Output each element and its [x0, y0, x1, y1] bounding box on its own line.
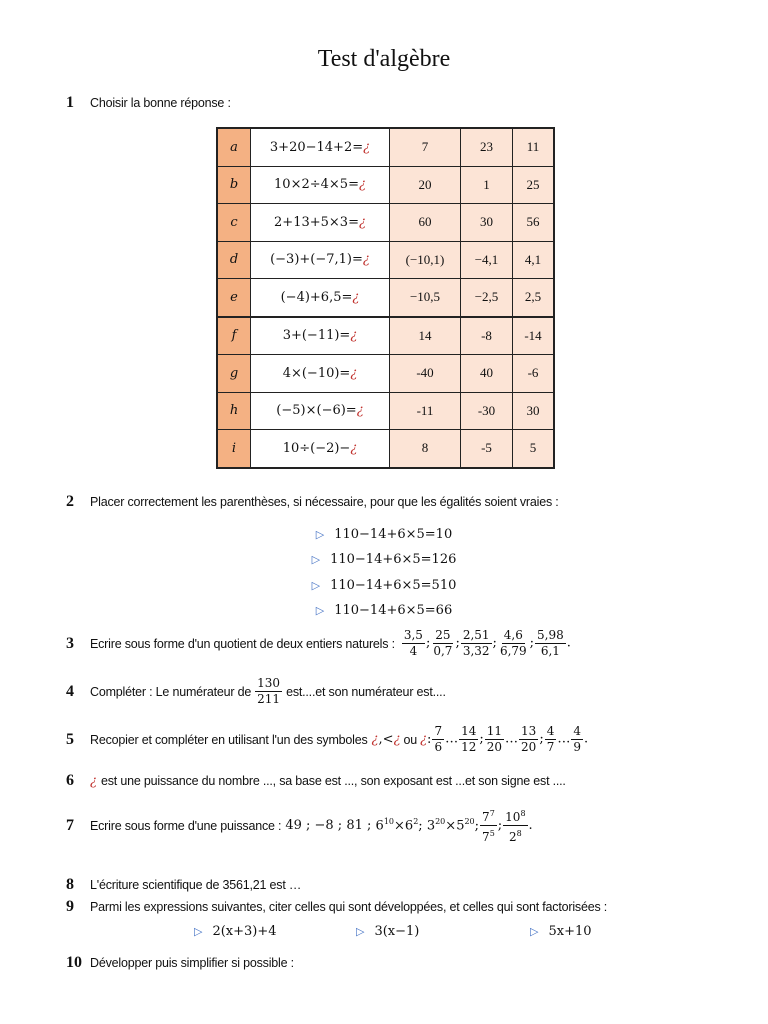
number-list: 49 ; −8 ; 81 ;	[285, 818, 372, 833]
triangle-bullet-icon: ▷	[530, 925, 539, 938]
power-product: $3^{20}\times 5^{20}$;	[426, 817, 480, 834]
triangle-bullet-icon: ▷	[194, 925, 203, 938]
placeholder-symbol: ¿	[350, 440, 358, 456]
answer-option: 7	[390, 128, 461, 166]
answer-option: -30	[461, 392, 513, 430]
answer-option: 25	[513, 166, 555, 204]
answer-option: 8	[390, 430, 461, 468]
question-number: 6	[66, 772, 74, 789]
question-number: 4	[66, 682, 74, 700]
expression-cell: 2+13+5×3=¿	[251, 204, 390, 242]
expression-cell: (−4)+6,5=¿	[251, 279, 390, 317]
placeholder-symbol: ¿	[362, 252, 370, 268]
answer-option: −4,1	[461, 241, 513, 279]
question-text: Ecrire sous forme d'une puissance :	[90, 818, 282, 833]
expression-item: ▷ 2(x+3)+4	[194, 924, 277, 939]
equation-item: ▷ 110−14+6×5=10	[315, 527, 453, 542]
placeholder-symbol: ¿	[350, 328, 358, 344]
answer-option: 30	[461, 204, 513, 242]
question-text: Choisir la bonne réponse :	[90, 96, 231, 110]
question-10	[66, 954, 294, 972]
table-row	[217, 317, 554, 355]
page-title: Test d'algèbre	[317, 46, 451, 72]
table-row	[217, 430, 554, 468]
row-label: b	[217, 166, 251, 204]
question-number: 9	[66, 898, 74, 915]
question-text: Recopier et compléter en utilisant l'un des symboles	[90, 732, 368, 747]
question-4	[66, 676, 446, 707]
fraction: $\frac{11}{20}$	[486, 724, 503, 754]
question-text: Développer puis simplifier si possible :	[90, 956, 294, 970]
equation-item: ▷ 110−14+6×5=126	[311, 552, 457, 567]
row-label: e	[217, 279, 251, 317]
answer-option: −10,5	[390, 279, 461, 317]
triangle-bullet-icon: ▷	[311, 579, 321, 592]
answer-option: (−10,1)	[390, 241, 461, 279]
triangle-bullet-icon: ▷	[315, 604, 325, 617]
expression-cell: 4×(−10)=¿	[251, 355, 390, 393]
fraction: $\frac{4}{7}$	[546, 724, 555, 754]
placeholder-symbol: ¿	[358, 214, 366, 230]
table-row	[217, 279, 554, 317]
question-number: 8	[66, 876, 74, 893]
row-label: g	[217, 355, 251, 393]
question-text-a: Compléter : Le numérateur de	[90, 684, 252, 699]
answer-option: 14	[390, 317, 461, 355]
question-9	[66, 898, 607, 916]
question-8	[66, 876, 301, 894]
equation-item: ▷ 110−14+6×5=66	[315, 603, 453, 618]
row-label: d	[217, 241, 251, 279]
answer-option: 5	[513, 430, 555, 468]
expression-cell: (−3)+(−7,1)=¿	[251, 241, 390, 279]
answer-option: 2,5	[513, 279, 555, 317]
fraction: $\frac{4}{9}$	[573, 724, 581, 754]
placeholder-symbol: ¿	[393, 732, 401, 747]
expression-item: ▷ 5x+10	[530, 924, 592, 939]
fraction: $\frac{5,98}{6,1}$	[537, 628, 564, 658]
question-number: 3	[66, 634, 74, 652]
expression-cell: 3+(−11)=¿	[251, 317, 390, 355]
placeholder-symbol: ¿	[90, 774, 97, 789]
answer-option: -40	[390, 355, 461, 393]
question-5: 5 Recopier et compléter en utilisant l'un des symboles ¿ ,< ¿ ou ¿ : $\frac{7}{6}$ … $\frac{14}{12}$ ; $\frac{11}{20}$ … $\frac{13}{20}$ ; $\frac{4}{7}$ … $\frac{4}{9}$ .	[66, 724, 589, 754]
table-row	[217, 355, 554, 393]
power-product: $6^{10}\times 6^2$;	[375, 817, 423, 834]
question-number: 2	[66, 493, 74, 510]
answer-option: 4,1	[513, 241, 555, 279]
question-text: Ecrire sous forme d'un quotient de deux entiers naturels :	[90, 636, 395, 651]
comparison-list: $\frac{7}{6}$ … $\frac{14}{12}$ ; $\frac{11}{20}$ … $\frac{13}{20}$ ; $\frac{4}{7}$ … $\frac{4}{9}$ .	[434, 724, 589, 754]
equation-item: ▷ 110−14+6×5=510	[311, 578, 457, 593]
placeholder-symbol: ¿	[352, 289, 360, 305]
answer-option: −2,5	[461, 279, 513, 317]
fraction-list: $\frac{3,5}{4}$ ; $\frac{25}{0,7}$ ; $\frac{2,51}{3,32}$ ; $\frac{4,6}{6,79}$ ; $\frac{5,98}{6,1}$ .	[403, 628, 571, 658]
triangle-bullet-icon: ▷	[356, 925, 365, 938]
placeholder-symbol: ¿	[358, 177, 366, 193]
choice-table	[216, 127, 555, 469]
question-3	[66, 628, 571, 659]
fraction: $\frac{14}{12}$	[461, 724, 477, 754]
row-label: h	[217, 392, 251, 430]
fraction: $\frac{3,5}{4}$	[403, 628, 423, 658]
question-text: est une puissance du nombre ..., sa base est ..., son exposant est ...et son signe est ....	[100, 774, 566, 788]
answer-option: 23	[461, 128, 513, 166]
answer-option: 60	[390, 204, 461, 242]
answer-option: 56	[513, 204, 555, 242]
row-label: i	[217, 430, 251, 468]
question-6	[66, 772, 566, 790]
question-2	[66, 493, 559, 511]
table-row	[217, 392, 554, 430]
placeholder-symbol: ¿	[356, 403, 364, 419]
triangle-bullet-icon: ▷	[311, 553, 321, 566]
placeholder-symbol: ¿	[363, 139, 371, 155]
answer-option: -14	[513, 317, 555, 355]
row-label: c	[217, 204, 251, 242]
answer-option: 40	[461, 355, 513, 393]
answer-option: 11	[513, 128, 555, 166]
placeholder-symbol: ¿	[371, 732, 379, 747]
fraction: $\frac{4,6}{6,79}$	[499, 628, 527, 658]
answer-option: 30	[513, 392, 555, 430]
row-label: a	[217, 128, 251, 166]
symbol-less: ,<	[378, 732, 394, 747]
row-label: f	[217, 317, 251, 355]
table-row	[217, 241, 554, 279]
expression-item: ▷ 3(x−1)	[356, 924, 420, 939]
question-number: 7	[66, 816, 74, 834]
fraction: $\frac{7}{6}$	[434, 724, 443, 754]
expression-cell: 10×2÷4×5=¿	[251, 166, 390, 204]
or-text: ou	[403, 732, 418, 747]
question-text-b: est....et son numérateur est....	[286, 684, 446, 699]
triangle-bullet-icon: ▷	[315, 528, 325, 541]
answer-option: -11	[390, 392, 461, 430]
table-row	[217, 128, 554, 166]
expression-cell: (−5)×(−6)=¿	[251, 392, 390, 430]
fraction: $\frac{130}{211}$	[257, 676, 281, 706]
question-7: 7 Ecrire sous forme d'une puissance : 49 ; −8 ; 81 ; $6^{10}\times 6^2$; $3^{20}\times 5^{20}$; $\frac{7^7}{7^5}$ ; $\frac{10^8}{2^8}$ .	[66, 806, 533, 845]
question-number: 1	[66, 94, 74, 111]
fraction: $\frac{25}{0,7}$	[433, 628, 453, 658]
question-text: Parmi les expressions suivantes, citer celles qui sont développées, et celles qui sont factorisées :	[90, 900, 608, 914]
placeholder-symbol: ¿	[420, 732, 428, 747]
question-1	[66, 94, 231, 112]
fraction: $\frac{2,51}{3,32}$	[462, 628, 490, 658]
placeholder-symbol: ¿	[350, 365, 358, 381]
expression-cell: 10÷(−2)−¿	[251, 430, 390, 468]
answer-option: 20	[390, 166, 461, 204]
expression-cell: 3+20−14+2=¿	[251, 128, 390, 166]
question-number: 5	[66, 730, 74, 748]
answer-option: -8	[461, 317, 513, 355]
power-fraction: $\frac{10^8}{2^8}$	[503, 806, 527, 845]
question-text: Placer correctement les parenthèses, si nécessaire, pour que les égalités soient vraies :	[90, 495, 559, 509]
power-fraction: $\frac{7^7}{7^5}$	[480, 806, 497, 845]
table-row	[217, 166, 554, 204]
answer-option: -6	[513, 355, 555, 393]
question-number: 10	[66, 954, 82, 971]
answer-option: 1	[461, 166, 513, 204]
answer-option: -5	[461, 430, 513, 468]
table-row	[217, 204, 554, 242]
question-text: L'écriture scientifique de 3561,21 est …	[90, 878, 302, 892]
fraction: $\frac{13}{20}$	[521, 724, 537, 754]
